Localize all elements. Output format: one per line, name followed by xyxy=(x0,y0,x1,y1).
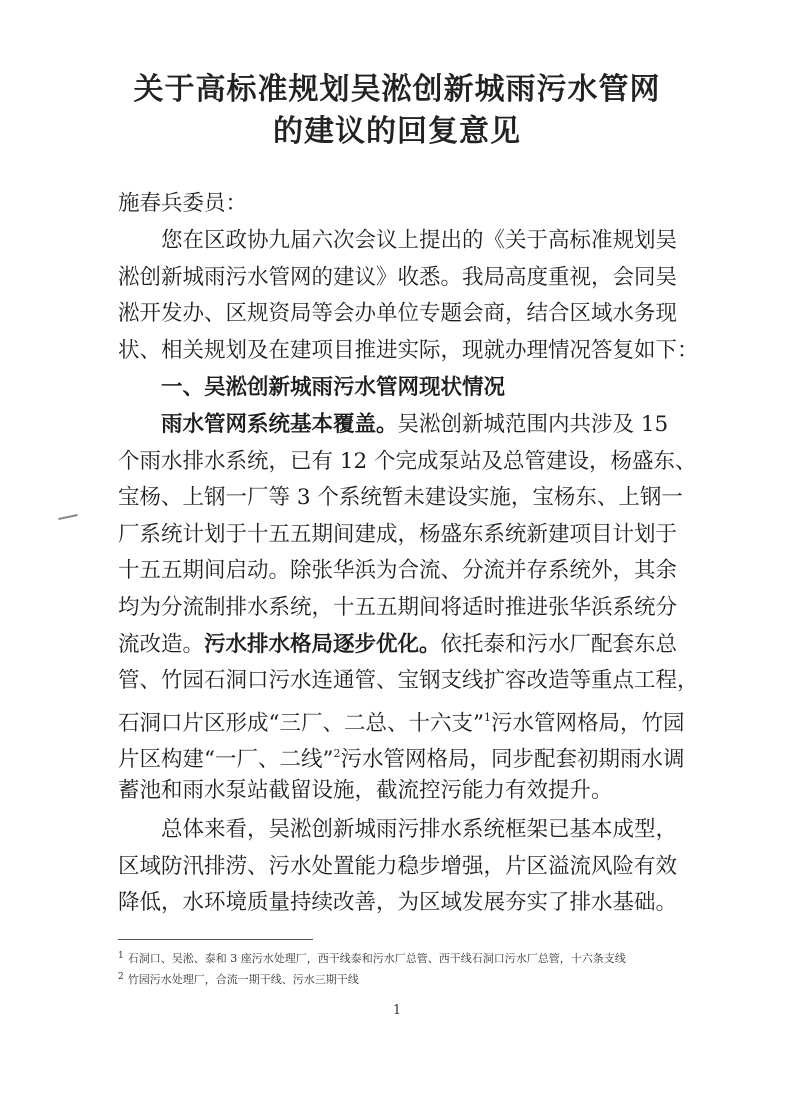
paragraph-intro xyxy=(118,223,699,369)
paragraph-line: 管、竹园石洞口污水连通管、宝钢支线扩容改造等重点工程， xyxy=(118,668,699,694)
paragraph-line: 区域防汛排涝、污水处置能力稳步增强，片区溢流风险有效 xyxy=(118,853,678,879)
paragraph-line: 总体来看，吴淞创新城雨污排水系统框架已基本成型， xyxy=(161,817,678,842)
document-title-line-1: 关于高标准规划吴淞创新城雨污水管网 xyxy=(133,72,661,107)
footnote-1: $^1$ 石洞口、吴淞、泰和 3 座污水处理厂，西干线泰和污水厂总管、西干线石洞口污水厂总管，十六条支线 xyxy=(118,951,626,965)
footnote-divider xyxy=(118,939,313,940)
paragraph-line: 您在区政协九届六次会议上提出的《关于高标准规划吴 xyxy=(161,228,678,253)
paragraph-line: 状、相关规划及在建项目推进实际，现就办理情况答复如下： xyxy=(118,337,699,363)
paragraph-line: 蓄池和雨水泵站截留设施，截流控污能力有效提升。 xyxy=(118,777,613,803)
highlight-text: 雨水管网系统基本覆盖。 xyxy=(161,412,398,437)
salutation: 施春兵委员： xyxy=(118,191,248,216)
page-number: 1 xyxy=(392,1003,402,1018)
paragraph-line: 石洞口片区形成“三厂、二总、十六支”$^1$污水管网格局，竹园 xyxy=(118,710,685,736)
paragraph-status xyxy=(118,407,699,810)
paragraph-line: 均为分流制排水系统，十五五期间将适时推进张华浜系统分 xyxy=(118,594,678,620)
paragraph-line: 厂系统计划于十五五期间建成，杨盛东系统新建项目计划于 xyxy=(118,521,678,547)
paragraph-line: 宝杨、上钢一厂等 3 个系统暂未建设实施，宝杨东、上钢一 xyxy=(118,485,683,511)
paragraph-line: 降低，水环境质量持续改善，为区域发展夯实了排水基础。 xyxy=(118,890,678,916)
document-title-line-2: 的建议的回复意见 xyxy=(273,114,521,149)
paragraph-line: 个雨水排水系统，已有 12 个完成泵站及总管建设，杨盛东、 xyxy=(118,448,697,474)
paragraph-line: 流改造。污水排水格局逐步优化。依托泰和污水厂配套东总 xyxy=(118,631,678,657)
scan-mark xyxy=(58,514,78,520)
footnote-ref: 1 xyxy=(484,710,491,724)
footnote-2: $^2$ 竹园污水处理厂，合流一期干线、污水三期干线 xyxy=(118,972,359,986)
section-heading-1: 一、吴淞创新城雨污水管网现状情况 xyxy=(161,375,506,400)
highlight-text: 污水排水格局逐步优化。 xyxy=(204,631,441,657)
paragraph-line: 淞开发办、区规资局等会办单位专题会商，结合区域水务现 xyxy=(118,301,678,327)
paragraph-summary xyxy=(118,812,678,922)
paragraph-line: 雨水管网系统基本覆盖。吴淞创新城范围内共涉及 15 xyxy=(161,412,669,437)
paragraph-line: 十五五期间启动。除张华浜为合流、分流并存系统外，其余 xyxy=(118,558,678,584)
paragraph-line: 淞创新城雨污水管网的建议》收悉。我局高度重视，会同吴 xyxy=(118,264,678,290)
footnote-ref: 2 xyxy=(333,747,341,761)
paragraph-line: 片区构建“一厂、二线”$^2$污水管网格局，同步配套初期雨水调 xyxy=(118,747,685,773)
